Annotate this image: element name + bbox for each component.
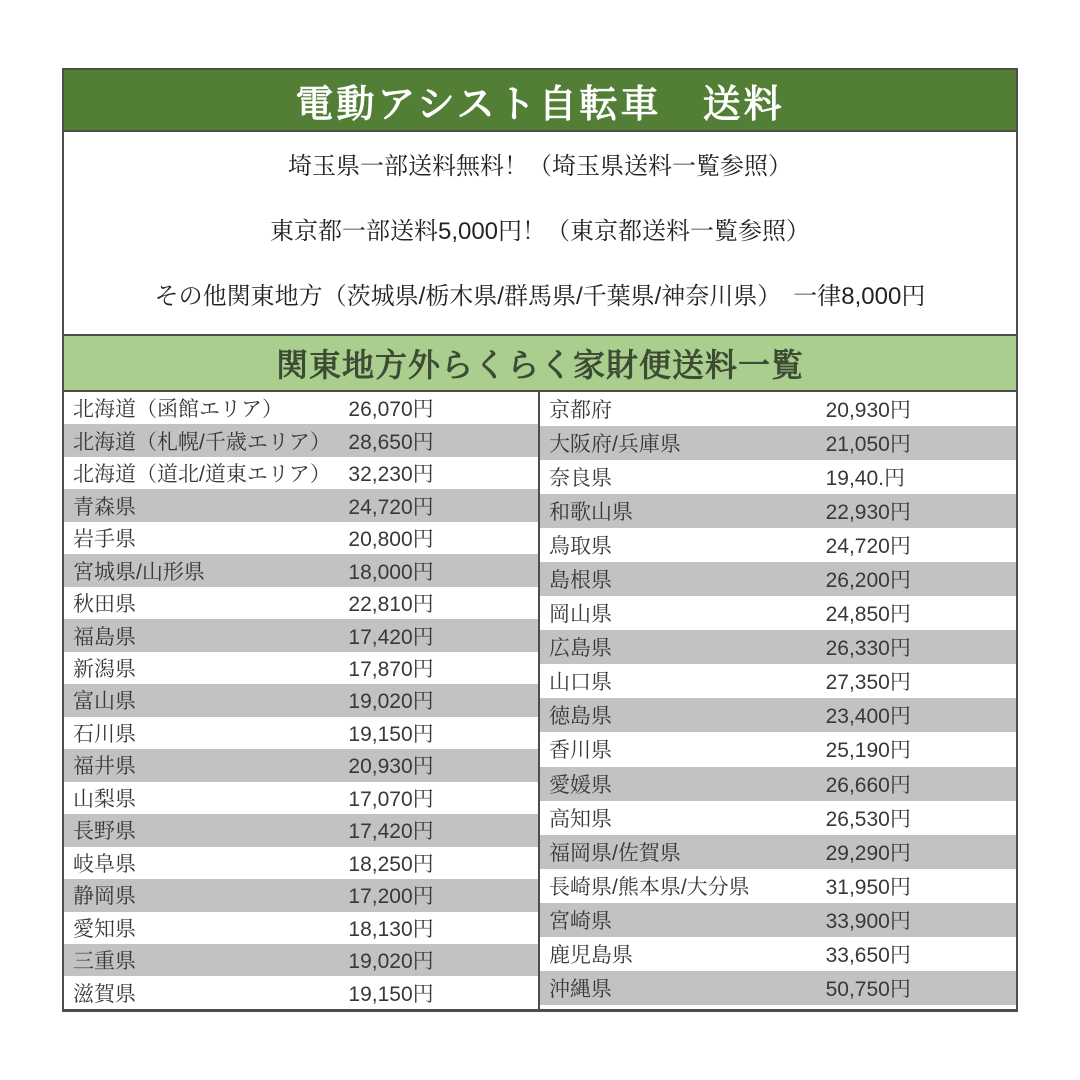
- region-cell: 大阪府/兵庫県: [549, 433, 681, 457]
- price-cell: 19,150円: [348, 722, 434, 746]
- price-cell: 18,000円: [348, 560, 434, 584]
- shipping-table: [64, 392, 1016, 1009]
- price-cell: 17,420円: [348, 625, 434, 649]
- table-row: [540, 494, 1016, 528]
- region-cell: 三重県: [73, 950, 136, 974]
- price-cell: 17,870円: [348, 657, 434, 681]
- region-cell: 沖縄県: [549, 977, 612, 1001]
- price-cell: 17,070円: [348, 787, 434, 811]
- price-cell: 18,250円: [348, 852, 434, 876]
- region-cell: 長野県: [73, 820, 136, 844]
- region-cell: 長崎県/熊本県/大分県: [549, 875, 750, 899]
- table-row: [540, 971, 1016, 1005]
- region-cell: 鳥取県: [549, 535, 612, 559]
- notice-other-kanto: その他関東地方（茨城県/栃木県/群馬県/千葉県/神奈川県） 一律8,000円: [154, 283, 926, 310]
- price-cell: 19,020円: [348, 950, 434, 974]
- notices-section: [64, 132, 1016, 334]
- table-row: [64, 976, 538, 1008]
- price-cell: 20,930円: [348, 755, 434, 779]
- table-row: [64, 554, 538, 586]
- table-row: [64, 684, 538, 716]
- table-row: [64, 522, 538, 554]
- region-cell: 福岡県/佐賀県: [549, 841, 681, 865]
- region-cell: 山梨県: [73, 787, 136, 811]
- region-cell: 富山県: [73, 690, 136, 714]
- region-cell: 奈良県: [549, 467, 612, 491]
- price-cell: 33,900円: [825, 909, 911, 933]
- page-title: 電動アシスト自転車 送料: [295, 83, 785, 126]
- price-cell: 25,190円: [825, 739, 911, 763]
- table-row: [540, 460, 1016, 494]
- price-cell: 28,650円: [348, 430, 434, 454]
- price-cell: 24,720円: [825, 535, 911, 559]
- table-row: [64, 489, 538, 521]
- region-cell: 岩手県: [73, 528, 136, 552]
- table-row: [540, 903, 1016, 937]
- table-row: [64, 782, 538, 814]
- table-row: [540, 732, 1016, 766]
- price-cell: 50,750円: [825, 977, 911, 1001]
- notice-saitama: 埼玉県一部送料無料！（埼玉県送料一覧参照）: [288, 153, 792, 180]
- table-row: [64, 944, 538, 976]
- region-cell: 山口県: [549, 671, 612, 695]
- table-row: [540, 767, 1016, 801]
- table-row: [540, 801, 1016, 835]
- table-title: 関東地方外らくらく家財便送料一覧: [275, 347, 804, 383]
- region-cell: 宮城県/山形県: [73, 560, 205, 584]
- price-cell: 21,050円: [825, 433, 911, 457]
- price-cell: 23,400円: [825, 705, 911, 729]
- price-cell: 26,530円: [825, 807, 911, 831]
- region-cell: 愛媛県: [549, 773, 612, 797]
- price-cell: 17,420円: [348, 820, 434, 844]
- region-cell: 北海道（函館エリア）: [73, 398, 283, 422]
- subheader-bar: [64, 334, 1016, 392]
- region-cell: 北海道（札幌/千歳エリア）: [73, 430, 331, 454]
- price-cell: 17,200円: [348, 885, 434, 909]
- price-cell: 18,130円: [348, 917, 434, 941]
- table-row: [64, 717, 538, 749]
- price-cell: 31,950円: [825, 875, 911, 899]
- table-row: [540, 596, 1016, 630]
- table-row: [64, 912, 538, 944]
- region-cell: 岡山県: [549, 603, 612, 627]
- region-cell: 徳島県: [549, 705, 612, 729]
- price-cell: 24,850円: [825, 603, 911, 627]
- price-cell: 22,810円: [348, 593, 434, 617]
- table-row: [540, 392, 1016, 426]
- table-row: [64, 392, 538, 424]
- price-cell: 20,800円: [348, 528, 434, 552]
- region-cell: 鹿児島県: [549, 943, 633, 967]
- table-row: [540, 698, 1016, 732]
- price-cell: 27,350円: [825, 671, 911, 695]
- table-right-column: [540, 392, 1016, 1009]
- region-cell: 石川県: [73, 722, 136, 746]
- table-row: [64, 847, 538, 879]
- region-cell: 広島県: [549, 637, 612, 661]
- table-row: [64, 587, 538, 619]
- price-cell: 20,930円: [825, 399, 911, 423]
- table-row: [64, 619, 538, 651]
- region-cell: 島根県: [549, 569, 612, 593]
- region-cell: 新潟県: [73, 657, 136, 681]
- table-row: [540, 630, 1016, 664]
- table-row: [64, 879, 538, 911]
- region-cell: 福井県: [73, 755, 136, 779]
- table-row: [540, 562, 1016, 596]
- table-row: [540, 869, 1016, 903]
- price-cell: 19,150円: [348, 982, 434, 1006]
- price-cell: 19,40.円: [825, 467, 905, 491]
- price-cell: 26,070円: [348, 398, 434, 422]
- price-cell: 32,230円: [348, 463, 434, 487]
- price-cell: 22,930円: [825, 501, 911, 525]
- region-cell: 岐阜県: [73, 852, 136, 876]
- price-cell: 29,290円: [825, 841, 911, 865]
- region-cell: 静岡県: [73, 885, 136, 909]
- price-cell: 19,020円: [348, 690, 434, 714]
- table-row: [64, 652, 538, 684]
- price-cell: 26,660円: [825, 773, 911, 797]
- price-cell: 26,330円: [825, 637, 911, 661]
- table-row: [540, 835, 1016, 869]
- region-cell: 北海道（道北/道東エリア）: [73, 463, 331, 487]
- region-cell: 高知県: [549, 807, 612, 831]
- notice-tokyo: 東京都一部送料5,000円！（東京都送料一覧参照）: [269, 218, 811, 245]
- table-left-column: [64, 392, 540, 1009]
- table-row: [540, 1005, 1016, 1009]
- region-cell: 宮崎県: [549, 909, 612, 933]
- region-cell: 香川県: [549, 739, 612, 763]
- table-row: [64, 457, 538, 489]
- content-frame: [62, 68, 1018, 1012]
- region-cell: 青森県: [73, 495, 136, 519]
- table-row: [540, 937, 1016, 971]
- table-row: [540, 664, 1016, 698]
- table-row: [64, 424, 538, 456]
- region-cell: 滋賀県: [73, 982, 136, 1006]
- table-row: [540, 426, 1016, 460]
- region-cell: 秋田県: [73, 593, 136, 617]
- region-cell: 和歌山県: [549, 501, 633, 525]
- region-cell: 京都府: [549, 399, 612, 423]
- table-row: [64, 814, 538, 846]
- header-bar: [64, 70, 1016, 132]
- table-row: [64, 749, 538, 781]
- price-cell: 33,650円: [825, 943, 911, 967]
- region-cell: 愛知県: [73, 917, 136, 941]
- price-cell: 26,200円: [825, 569, 911, 593]
- price-cell: 24,720円: [348, 495, 434, 519]
- table-row: [540, 528, 1016, 562]
- region-cell: 福島県: [73, 625, 136, 649]
